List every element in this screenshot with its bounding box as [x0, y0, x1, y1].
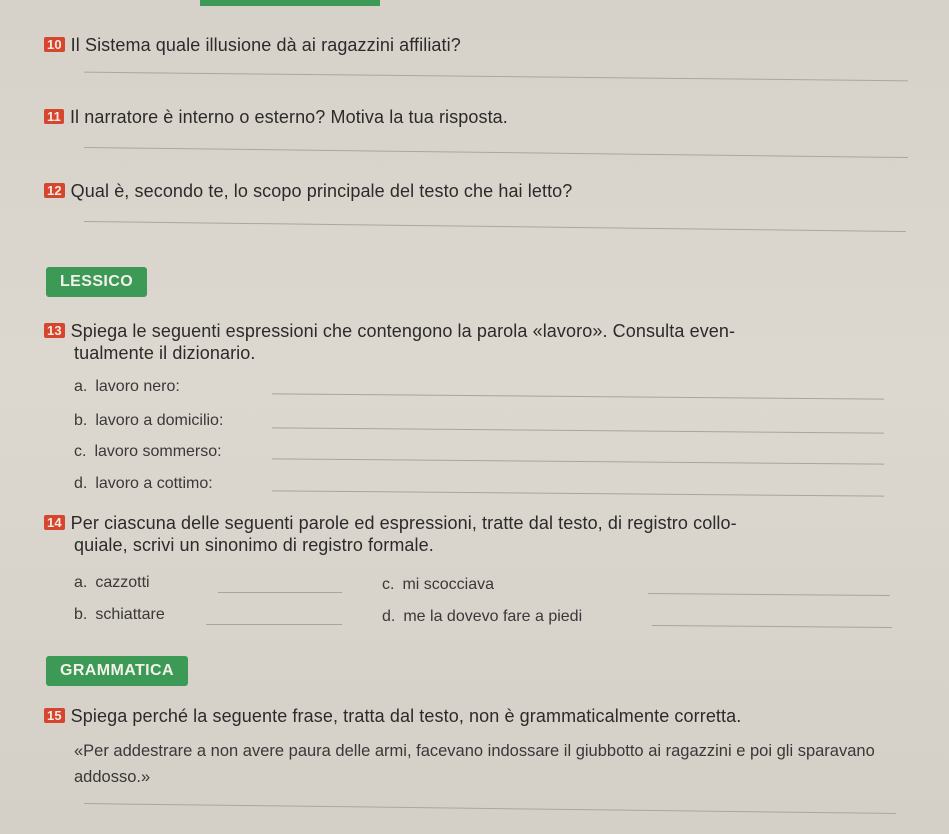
answer-line-13d[interactable] — [272, 490, 884, 496]
section-label-grammatica: GRAMMATICA — [46, 656, 188, 686]
list-item-13b: b. lavoro a domicilio: — [74, 412, 224, 429]
question-15-text: Spiega perché la seguente frase, tratta dal testo, non è grammaticalmente corretta. — [70, 706, 742, 726]
list-item-13a: a. lavoro nero: — [74, 378, 180, 395]
question-number-11: 11 — [44, 109, 64, 124]
section-label-lessico: LESSICO — [46, 267, 147, 297]
quoted-sentence: «Per addestrare a non avere paura delle armi, facevano indossare il giubbotto ai ragazzini e poi gli sparavano addosso.» — [74, 742, 875, 786]
question-13-line1: Spiega le seguenti espressioni che contengono la parola «lavoro». Consulta even- — [70, 321, 736, 341]
question-12 — [44, 180, 572, 202]
list-item-14c: c. mi scocciava — [382, 576, 495, 593]
question-number-10: 10 — [44, 37, 65, 52]
question-11-text: Il narratore è interno o esterno? Motiva la tua risposta. — [69, 107, 508, 127]
question-number-15: 15 — [44, 708, 65, 723]
answer-line-13b[interactable] — [272, 427, 884, 433]
question-12-text: Qual è, secondo te, lo scopo principale del testo che hai letto? — [70, 181, 573, 201]
question-14 — [44, 512, 924, 556]
list-item-14a: a. cazzotti — [74, 574, 150, 591]
question-10 — [44, 34, 461, 56]
answer-line-14a[interactable] — [218, 592, 342, 593]
question-14-line2: quiale, scrivi un sinonimo di registro formale. — [74, 535, 434, 555]
answer-line-15[interactable] — [84, 803, 896, 814]
answer-line-12[interactable] — [84, 221, 906, 232]
question-15 — [44, 705, 924, 727]
list-item-13d: d. lavoro a cottimo: — [74, 475, 213, 492]
answer-line-13c[interactable] — [272, 458, 884, 464]
answer-line-14b[interactable] — [206, 624, 342, 625]
question-10-text: Il Sistema quale illusione dà ai ragazzini affiliati? — [70, 35, 461, 55]
question-14-line1: Per ciascuna delle seguenti parole ed espressioni, tratte dal testo, di registro collo- — [70, 513, 737, 533]
list-item-13c: c. lavoro sommerso: — [74, 443, 222, 460]
list-item-14b: b. schiattare — [74, 606, 165, 623]
answer-line-11[interactable] — [84, 147, 908, 158]
question-13 — [44, 320, 914, 364]
list-item-14d: d. me la dovevo fare a piedi — [382, 608, 583, 625]
question-13-line2: tualmente il dizionario. — [74, 343, 256, 363]
question-number-13: 13 — [44, 323, 65, 338]
answer-line-14d[interactable] — [652, 625, 892, 628]
answer-line-10[interactable] — [84, 72, 908, 82]
question-number-14: 14 — [44, 515, 65, 530]
question-11 — [44, 106, 508, 128]
answer-line-14c[interactable] — [648, 593, 890, 596]
top-green-bar — [200, 0, 380, 6]
question-number-12: 12 — [44, 183, 65, 198]
answer-line-13a[interactable] — [272, 393, 884, 399]
